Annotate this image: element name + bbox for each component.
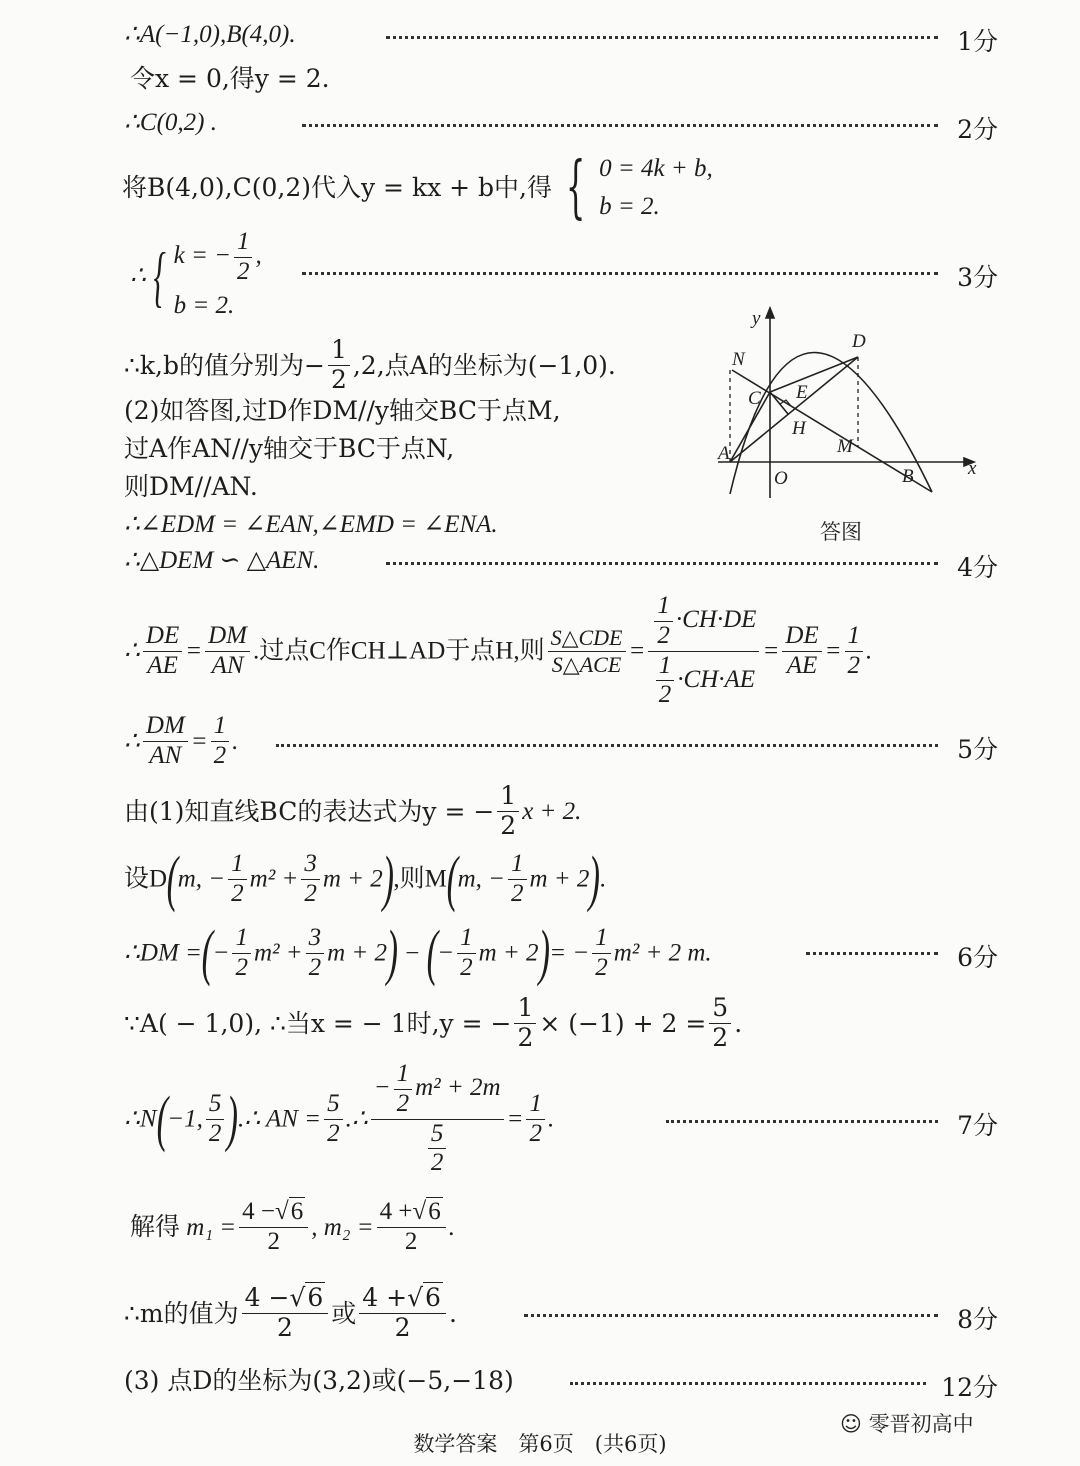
t: 4 + — [362, 1283, 408, 1312]
n: 5 — [327, 1089, 340, 1117]
f — [457, 924, 476, 983]
t: m + 2 — [322, 865, 383, 893]
den: 2 — [845, 651, 864, 681]
f — [428, 1120, 447, 1179]
n: 5 — [208, 1089, 222, 1117]
paren: ) — [386, 919, 399, 987]
score-9: 12分 — [941, 1373, 998, 1402]
t: = — [506, 1105, 524, 1133]
line-3: ∴C(0,2) . — [124, 109, 217, 136]
score-2: 2分 — [957, 115, 998, 144]
n: 1 — [235, 923, 248, 951]
dotted-leader — [276, 744, 938, 747]
f — [592, 924, 611, 983]
t: m₂ = — [323, 1213, 374, 1241]
equals: = — [628, 637, 646, 665]
t: m + 2 — [529, 865, 590, 893]
line-10: ∴∠EDM = ∠EAN,∠EMD = ∠ENA. — [124, 511, 498, 538]
paren: ( — [166, 845, 179, 913]
t: − — [403, 939, 421, 967]
f — [324, 1090, 343, 1149]
num: S△CDE — [550, 625, 623, 651]
t: m + 2 — [327, 939, 388, 967]
d: 2 — [656, 680, 675, 710]
figure-caption: 答图 — [820, 520, 862, 544]
den: 2 — [328, 365, 350, 395]
equals: = — [762, 637, 780, 665]
den: S△ACE — [548, 651, 626, 677]
fraction-half — [497, 782, 519, 841]
d: 2 — [526, 1119, 545, 1149]
n: 5 — [430, 1119, 444, 1147]
f — [228, 850, 247, 909]
line-6-text-2: ,2,点A的坐标为(−1,0). — [352, 350, 616, 380]
n: 5 — [712, 993, 729, 1022]
t: ∵A( − 1,0), ∴当x = − 1时,y = − — [124, 1008, 512, 1038]
t: = − — [549, 939, 590, 967]
half — [656, 652, 675, 711]
t: 6 — [290, 1198, 304, 1225]
d: 2 — [514, 1023, 536, 1053]
d: 2 — [709, 1023, 731, 1053]
line-11: ∴△DEM ∽ △AEN. — [124, 547, 320, 574]
den: AE — [143, 651, 182, 681]
t: m, − — [457, 865, 505, 893]
t: . — [734, 1008, 743, 1038]
n: 4 −√6 — [244, 1283, 324, 1312]
label-y: y — [752, 308, 761, 329]
t: ·CH·AE — [677, 665, 756, 693]
f — [301, 850, 320, 909]
line-14-text-2: x + 2. — [522, 797, 582, 825]
d: 2 — [324, 1119, 343, 1149]
t: . — [547, 1105, 555, 1133]
t: ·CH·DE — [675, 605, 757, 633]
d: 2 — [592, 953, 611, 983]
num: DM — [145, 712, 185, 739]
den — [371, 1119, 504, 1179]
t: . — [448, 1298, 457, 1328]
num: DM — [208, 621, 247, 649]
n: 1 — [529, 1089, 542, 1117]
line-5 — [130, 228, 262, 324]
line-16 — [124, 919, 712, 987]
num — [648, 592, 759, 651]
t: 4 + — [379, 1198, 413, 1225]
paren: ( — [201, 919, 213, 987]
den: 2 — [234, 257, 253, 287]
period: . — [866, 637, 873, 665]
label-m: M — [837, 436, 853, 457]
fraction-dm-an — [143, 712, 188, 771]
f — [239, 1198, 308, 1257]
n: 3 — [308, 923, 322, 951]
line-12 — [124, 592, 872, 710]
n: 4 +√6 — [379, 1198, 441, 1225]
line-4 — [122, 147, 713, 227]
therefore: ∴ — [124, 727, 140, 755]
f — [377, 1198, 446, 1257]
score-3: 3分 — [957, 263, 998, 292]
fraction-half-products — [648, 592, 759, 710]
fraction-areas — [548, 625, 626, 677]
d: 2 — [394, 1089, 413, 1119]
d: 2 — [228, 879, 247, 909]
line-21: (3) 点D的坐标为(3,2)或(−5,−18) — [124, 1366, 514, 1395]
n: 1 — [658, 651, 672, 679]
left-brace: { — [565, 147, 586, 227]
paren: ) — [382, 845, 394, 913]
den: 2 — [497, 811, 519, 841]
f — [232, 924, 251, 983]
n: 3 — [304, 849, 317, 877]
num: 1 — [847, 621, 861, 649]
num: 1 — [236, 228, 250, 255]
period: . — [232, 727, 239, 755]
fraction-half — [211, 712, 230, 771]
n: 1 — [231, 849, 244, 877]
y-arrow — [766, 308, 774, 318]
therefore: ∴ — [124, 637, 140, 665]
solution-system: k = − $\frac{1}{2}$ , b = 2. — [173, 228, 262, 319]
score-1: 1分 — [957, 27, 998, 56]
paren: ( — [156, 1085, 168, 1153]
dotted-leader — [666, 1120, 938, 1123]
therefore: ∴ — [130, 262, 146, 290]
big-fraction — [371, 1060, 504, 1178]
d: 2 — [508, 879, 527, 909]
den: AE — [782, 651, 821, 681]
f — [206, 1090, 225, 1149]
n: 1 — [460, 923, 473, 951]
line-15 — [124, 845, 607, 913]
half — [654, 592, 673, 651]
watermark-text: 零晋初高中 — [868, 1412, 974, 1436]
t: 6 — [307, 1283, 324, 1312]
line-2: 令x = 0,得y = 2. — [130, 64, 330, 93]
equation-system — [599, 150, 713, 225]
line-cd — [770, 357, 858, 392]
n: 1 — [396, 1060, 410, 1087]
t: .∴ — [345, 1105, 368, 1133]
line-6 — [124, 336, 616, 395]
t: 4 − — [242, 1198, 275, 1225]
left-brace: { — [153, 238, 166, 314]
t: − — [437, 939, 455, 967]
paren: ) — [538, 919, 550, 987]
t: 6 — [425, 1283, 441, 1312]
d: 2 — [457, 953, 476, 983]
fraction-dm-an — [205, 622, 250, 681]
n: 4 +√6 — [362, 1283, 441, 1312]
n: 1 — [595, 923, 608, 951]
t: ∴m的值为 — [124, 1298, 239, 1328]
score-8: 8分 — [957, 1305, 998, 1334]
den — [648, 651, 759, 711]
t: ∴N — [124, 1105, 157, 1133]
dotted-leader — [386, 36, 938, 39]
n: 4 −√6 — [242, 1198, 304, 1225]
paren: ( — [446, 845, 458, 913]
t: 设D — [124, 865, 168, 893]
fraction — [328, 336, 350, 395]
line-19 — [130, 1198, 455, 1257]
t: .∴ AN = — [238, 1105, 322, 1133]
t: m + 2 — [478, 939, 539, 967]
line-12-text: .过点C作CH⊥AD于点H,则 — [253, 637, 545, 665]
d: 2 — [428, 1148, 447, 1178]
den: 2 — [211, 741, 230, 771]
n: 1 — [517, 993, 534, 1022]
den: AN — [205, 651, 250, 681]
solution-k: k = − — [173, 241, 231, 269]
d: 2 — [242, 1313, 329, 1343]
t: m, − — [177, 865, 226, 893]
equals: = — [824, 637, 842, 665]
t: ,则M — [393, 865, 447, 893]
score-6: 6分 — [957, 943, 998, 972]
score-5: 5分 — [957, 735, 998, 764]
t: 4 − — [244, 1283, 290, 1312]
dotted-leader — [806, 952, 938, 955]
line-4-text: 将B(4,0),C(0,2)代入y = kx + b中,得 — [122, 173, 552, 202]
f — [508, 850, 527, 909]
d: 2 — [306, 953, 325, 983]
d: 2 — [359, 1313, 446, 1343]
den: AN — [143, 741, 188, 771]
label-a: A — [718, 443, 730, 464]
n: 1 — [511, 849, 524, 877]
f — [394, 1060, 413, 1119]
dotted-leader — [302, 124, 938, 127]
f — [306, 924, 325, 983]
t: . — [600, 865, 607, 893]
page-footer: 数学答案 第6页 (共6页) — [413, 1432, 667, 1456]
t: m² + 2m — [415, 1073, 501, 1101]
solution-b: b = 2. — [173, 291, 235, 319]
fraction-de-ae-2 — [782, 622, 821, 681]
wechat-icon: ☺ — [840, 1412, 862, 1436]
num: 1 — [330, 335, 347, 364]
line-1: ∴A(−1,0),B(4,0). — [124, 21, 296, 48]
equals: = — [185, 637, 203, 665]
d: 2 — [654, 621, 673, 651]
fraction-de-ae — [143, 622, 182, 681]
num: DE — [145, 621, 180, 649]
label-o: O — [774, 468, 788, 489]
t: , — [311, 1213, 318, 1241]
line-14-text: 由(1)知直线BC的表达式为y = − — [124, 796, 495, 826]
label-n: N — [732, 349, 745, 370]
num: DE — [785, 621, 819, 649]
watermark — [840, 1408, 974, 1438]
t: − — [373, 1073, 391, 1101]
score-7: 7分 — [957, 1111, 998, 1140]
equation-2: b = 2. — [599, 192, 660, 220]
paren: ) — [589, 845, 601, 913]
n: 1 — [657, 592, 670, 619]
d: 2 — [377, 1227, 446, 1257]
line-14 — [124, 782, 581, 841]
d: 2 — [206, 1119, 225, 1149]
paren: ( — [426, 919, 438, 987]
line-8: 过A作AN//y轴交于BC于点N, — [124, 434, 455, 463]
dotted-leader — [302, 272, 938, 275]
dotted-leader — [524, 1314, 938, 1317]
t: −1, — [167, 1105, 203, 1133]
paren: ) — [227, 1085, 239, 1153]
equation-1: 0 = 4k + b, — [599, 155, 713, 182]
label-c: C — [748, 388, 761, 409]
answer-figure — [712, 302, 982, 507]
label-b: B — [902, 466, 914, 487]
d: 2 — [232, 953, 251, 983]
dotted-leader — [386, 562, 938, 565]
t: m² + — [249, 865, 299, 893]
f — [359, 1284, 446, 1343]
equals: = — [190, 727, 208, 755]
t: × (−1) + 2 = — [539, 1008, 707, 1038]
label-h: H — [792, 418, 806, 439]
d: 2 — [301, 879, 320, 909]
dotted-leader — [570, 1382, 926, 1385]
num: 1 — [500, 781, 517, 810]
f — [526, 1090, 545, 1149]
t: 或 — [331, 1298, 357, 1328]
score-4: 4分 — [957, 553, 998, 582]
fraction — [234, 228, 253, 287]
label-d: D — [852, 331, 866, 352]
line-20 — [124, 1284, 457, 1343]
d: 2 — [239, 1227, 308, 1257]
t: − — [212, 939, 230, 967]
label-x: x — [968, 458, 977, 479]
fraction-half — [845, 622, 864, 681]
t: m² + — [253, 939, 303, 967]
t: m² + 2 m. — [613, 939, 712, 967]
line-17 — [124, 994, 742, 1053]
num: 1 — [213, 712, 227, 739]
t: 6 — [428, 1198, 441, 1225]
t: 解得 — [130, 1213, 181, 1241]
f — [514, 994, 536, 1053]
line-9: 则DM//AN. — [124, 472, 258, 501]
line-7: (2)如答图,过D作DM//y轴交BC于点M, — [124, 396, 561, 425]
t: m₁ = — [186, 1213, 237, 1241]
line-13 — [124, 712, 238, 771]
line-6-text: ∴k,b的值分别为− — [124, 350, 325, 380]
f — [242, 1284, 329, 1343]
t: ∴DM = — [124, 939, 202, 967]
t: . — [448, 1213, 455, 1241]
num — [371, 1060, 504, 1119]
line-18 — [124, 1060, 554, 1178]
label-e: E — [796, 382, 808, 403]
f — [709, 994, 731, 1053]
